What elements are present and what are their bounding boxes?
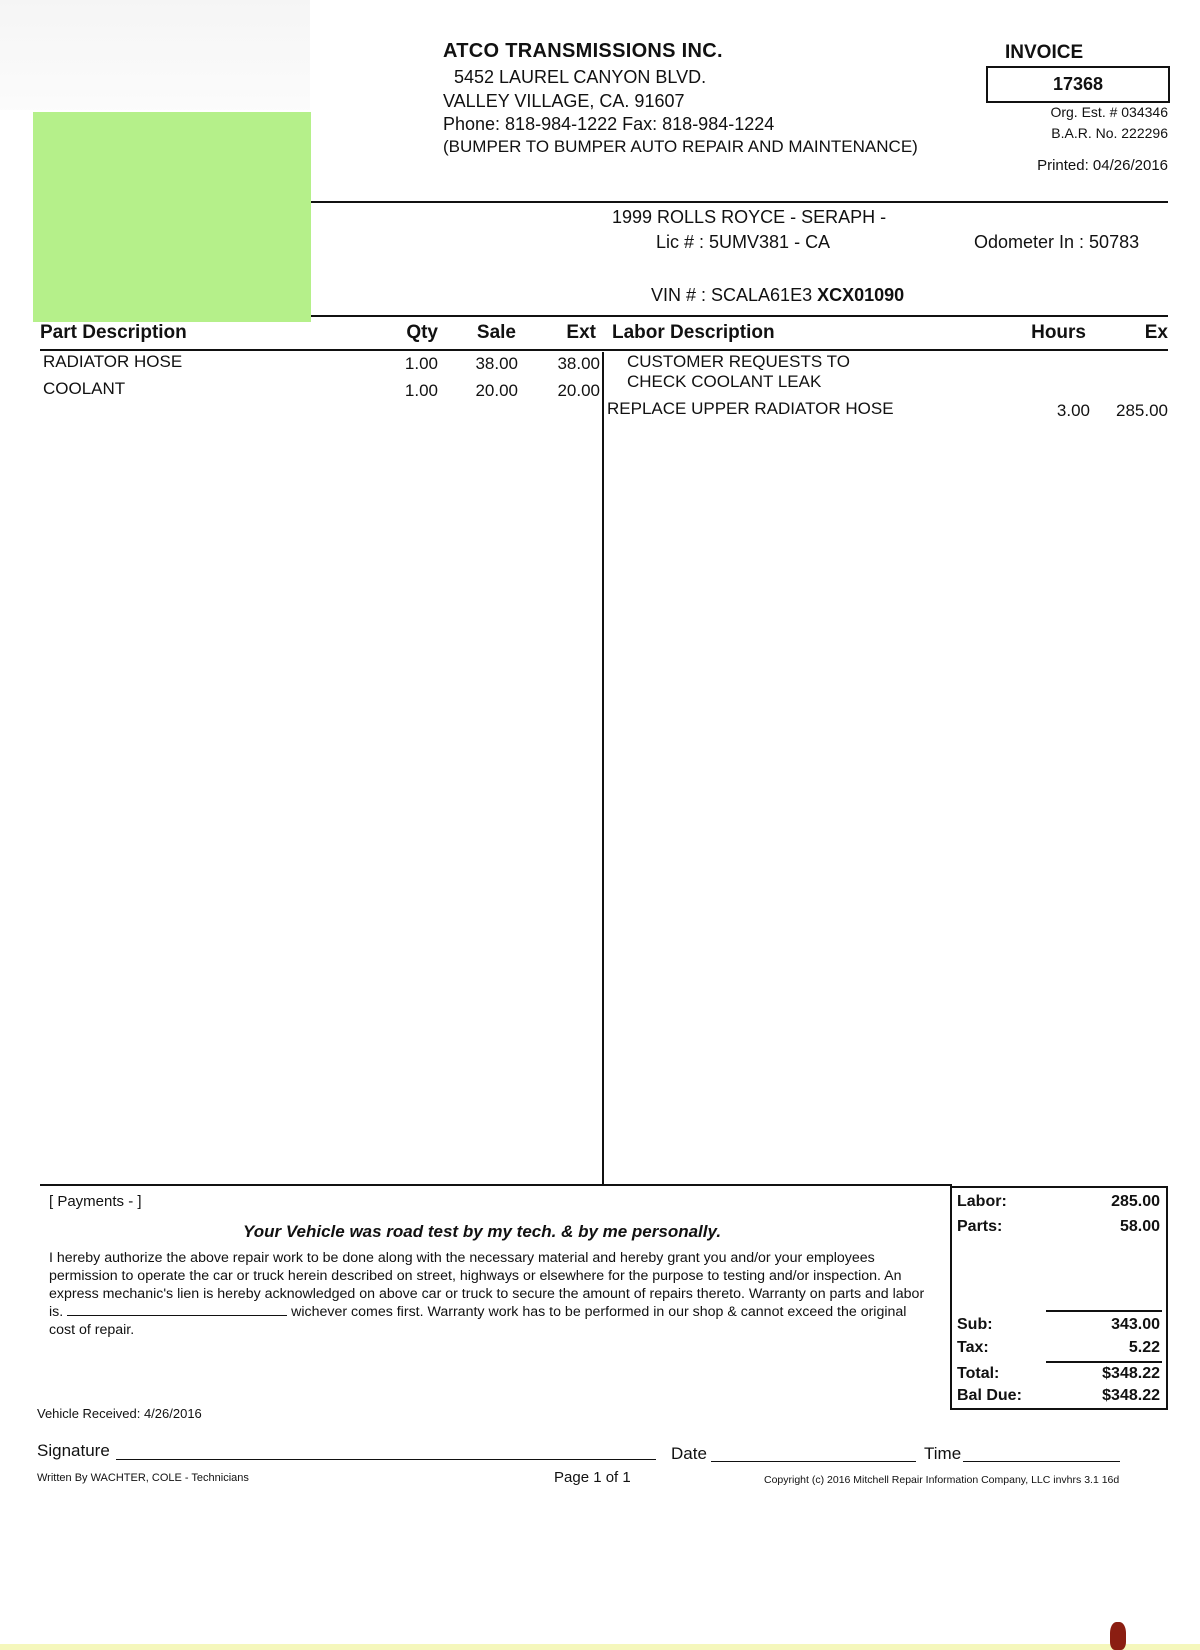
vehicle-model: 1999 ROLLS ROYCE - SERAPH - (612, 207, 887, 227)
signature-label: Signature (37, 1441, 110, 1460)
grand-total-label: Total: (957, 1365, 1000, 1382)
vin-prefix: VIN # : SCALA61E3 (651, 285, 818, 305)
labor-row-1-hours: 3.00 (1056, 401, 1090, 420)
company-name: ATCO TRANSMISSIONS INC. (443, 40, 723, 62)
date-line[interactable] (711, 1461, 916, 1462)
part-row-2-ext: 20.00 (557, 381, 600, 400)
part-row-1-sale: 38.00 (475, 354, 518, 373)
company-address: 5452 LAUREL CANYON BLVD. (454, 67, 707, 87)
balance-due-label: Bal Due: (957, 1387, 1022, 1404)
total-rule (1046, 1361, 1162, 1363)
part-row-2-sale: 20.00 (475, 381, 518, 400)
table-bottom-rule (40, 1184, 952, 1186)
parts-total-label: Parts: (957, 1218, 1003, 1235)
subtotal-value: 343.00 (1111, 1316, 1160, 1333)
sale-header: Sale (476, 322, 516, 343)
company-phones: Phone: 818-984-1222 Fax: 818-984-1224 (443, 114, 775, 134)
invoice-title: INVOICE (1005, 42, 1084, 63)
written-by: Written By WACHTER, COLE - Technicians (37, 1472, 249, 1484)
labor-total-value: 285.00 (1111, 1193, 1160, 1210)
sticky-note-redaction (33, 112, 311, 322)
ext-header: Ext (566, 322, 596, 343)
subtotal-label: Sub: (957, 1316, 993, 1333)
road-test-statement: Your Vehicle was road test by my tech. & by me personally. (243, 1222, 722, 1241)
authorization-text (49, 1249, 929, 1339)
ink-mark (1110, 1622, 1126, 1650)
warranty-blank (67, 1303, 287, 1316)
vin-suffix: XCX01090 (817, 285, 905, 305)
invoice-number: 17368 (986, 66, 1170, 103)
table-top-rule (311, 315, 1168, 317)
page-number: Page 1 of 1 (554, 1469, 631, 1486)
part-row-2-qty: 1.00 (404, 381, 438, 400)
payments-label: [ Payments - ] (49, 1193, 142, 1210)
vin-number (651, 285, 904, 306)
time-label: Time (924, 1444, 962, 1463)
company-tagline: (BUMPER TO BUMPER AUTO REPAIR AND MAINTENANCE) (443, 137, 918, 156)
scan-edge (0, 1644, 1200, 1650)
org-est-number: Org. Est. # 034346 (1050, 104, 1168, 120)
part-description-header: Part Description (40, 322, 187, 343)
scanned-paper-shadow (0, 0, 310, 110)
subtotal-rule (1046, 1310, 1162, 1312)
grand-total-value: $348.22 (1102, 1365, 1160, 1382)
bar-number: B.A.R. No. 222296 (1051, 125, 1168, 141)
part-row-1-qty: 1.00 (404, 354, 438, 373)
license-plate: Lic # : 5UMV381 - CA (656, 232, 831, 252)
header-divider (311, 201, 1168, 203)
hours-header: Hours (1031, 322, 1086, 343)
copyright: Copyright (c) 2016 Mitchell Repair Information Company, LLC invhrs 3.1 16d (764, 1474, 1120, 1486)
tax-label: Tax: (957, 1339, 989, 1356)
printed-date: Printed: 04/26/2016 (1037, 157, 1168, 174)
odometer-in: Odometer In : 50783 (974, 232, 1140, 252)
customer-request-line-1: CUSTOMER REQUESTS TO (627, 352, 850, 371)
company-city: VALLEY VILLAGE, CA. 91607 (443, 91, 685, 111)
part-row-2-desc: COOLANT (43, 379, 126, 398)
labor-ext-header: Ex (1144, 322, 1168, 343)
labor-row-1-desc: REPLACE UPPER RADIATOR HOSE (607, 399, 894, 418)
table-column-divider (602, 352, 604, 1184)
labor-total-label: Labor: (957, 1193, 1007, 1210)
header-underline (40, 349, 1168, 351)
labor-row-1-ext: 285.00 (1116, 401, 1168, 420)
qty-header: Qty (406, 322, 438, 343)
labor-description-header: Labor Description (612, 322, 775, 343)
tax-value: 5.22 (1128, 1339, 1160, 1356)
part-row-1-ext: 38.00 (557, 354, 600, 373)
authorization-text-part-2: wichever comes first. Warranty work has to be performed in our shop & cannot exceed the original cost of repair. (49, 1304, 907, 1338)
customer-request-line-2: CHECK COOLANT LEAK (627, 372, 822, 391)
part-row-1-desc: RADIATOR HOSE (43, 352, 183, 371)
authorization-text-part-1: I hereby authorize the above repair work to be done along with the necessary material and hereby grant you and/or your employees permission to operate the car or truck herein described on street, highways or elsewhere for the purpose to testing and/or inspection. An express mechanic's lien is hereby acknowledged on above car or truck to secure the amount of repairs thereto. Warranty on parts and labor is. (49, 1250, 925, 1320)
date-label: Date (671, 1444, 707, 1463)
time-line[interactable] (963, 1461, 1120, 1462)
signature-line[interactable] (116, 1459, 656, 1460)
vehicle-received: Vehicle Received: 4/26/2016 (37, 1406, 202, 1421)
parts-total-value: 58.00 (1119, 1218, 1160, 1235)
balance-due-value: $348.22 (1102, 1387, 1160, 1404)
